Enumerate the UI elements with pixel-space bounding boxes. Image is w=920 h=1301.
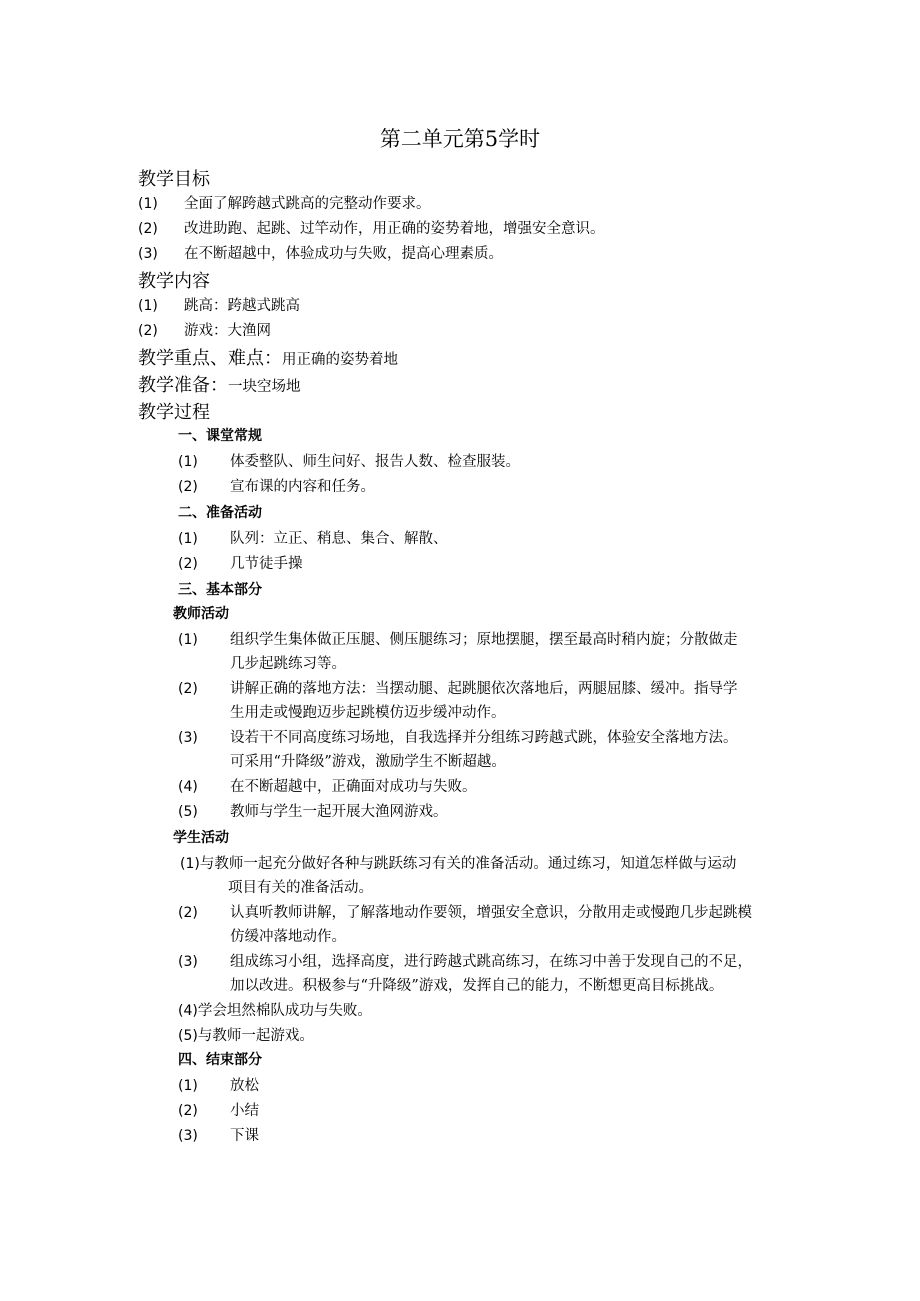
list-item-continuation: 生用走或慢跑迈步起跳模仿迈步缓冲动作。 [230,705,506,721]
list-item: (2) 讲解正确的落地方法：当摆动腿、起跳腿依次落地后，两腿屈膝、缓冲。指导学 [178,681,738,697]
prep-line: 教学准备：一块空场地 [138,375,301,396]
list-item: (1) 放松 [178,1078,259,1094]
list-item: (1) 体委整队、师生问好、报告人数、检查服装。 [178,454,520,470]
list-item-continuation: 可采用“升降级”游戏，激励学生不断超越。 [230,754,506,770]
list-item: (2) 几节徒手操 [178,556,303,572]
list-item: (3) 组成练习小组，选择高度，进行跨越式跳高练习，在练习中善于发现自己的不足， [178,954,752,970]
list-item-continuation: 仿缓冲落地动作。 [230,929,346,945]
objectives-heading: 教学目标 [138,169,210,190]
list-item: (5)与教师一起游戏。 [178,1028,314,1044]
process-heading: 教学过程 [138,402,210,423]
content-heading: 教学内容 [138,271,210,292]
section-heading: 四、结束部分 [178,1052,262,1068]
content-item: (1) 跳高：跨越式跳高 [138,298,300,314]
list-item: (3) 下课 [178,1128,259,1144]
focus-line: 教学重点、难点：用正确的姿势着地 [138,348,398,369]
document-title: 第二单元第5学时 [379,127,541,151]
list-item: (2) 认真听教师讲解，了解落地动作要领，增强安全意识，分散用走或慢跑几步起跳模 [178,905,752,921]
list-item: (5) 教师与学生一起开展大渔网游戏。 [178,804,448,820]
section-heading: 二、准备活动 [178,505,262,521]
list-item: (2) 小结 [178,1103,259,1119]
objective-item: (1) 全面了解跨越式跳高的完整动作要求。 [138,196,431,212]
list-item-continuation: 项目有关的准备活动。 [228,880,373,896]
objective-item: (2) 改进助跑、起跳、过竿动作，用正确的姿势着地，增强安全意识。 [138,221,605,237]
list-item: (1) 组织学生集体做正压腿、侧压腿练习；原地摆腿，摆至最高时稍内旋；分散做走 [178,632,738,648]
content-item: (2) 游戏：大渔网 [138,323,271,339]
list-item: (1) 队列：立正、稍息、集合、解散、 [178,531,448,547]
list-item-continuation: 加以改进。积极参与“升降级”游戏，发挥自己的能力，不断想更高目标挑战。 [230,978,724,994]
list-item: (4)学会坦然棉队成功与失败。 [178,1003,372,1019]
list-item: (3) 设若干不同高度练习场地，自我选择并分组练习跨越式跳，体验安全落地方法。 [178,730,738,746]
list-item: (4) 在不断超越中，正确面对成功与失败。 [178,779,477,795]
list-item: (1)与教师一起充分做好各种与跳跃练习有关的准备活动。通过练习，知道怎样做与运动 [180,856,737,872]
section-heading: 三、基本部分 [178,582,262,598]
list-item-continuation: 几步起跳练习等。 [230,656,346,672]
section-heading: 一、课堂常规 [178,428,262,444]
objective-item: (3) 在不断超越中，体验成功与失败，提高心理素质。 [138,246,503,262]
list-item: (2) 宣布课的内容和任务。 [178,479,375,495]
subsection-heading: 教师活动 [173,606,229,622]
subsection-heading: 学生活动 [173,830,229,846]
